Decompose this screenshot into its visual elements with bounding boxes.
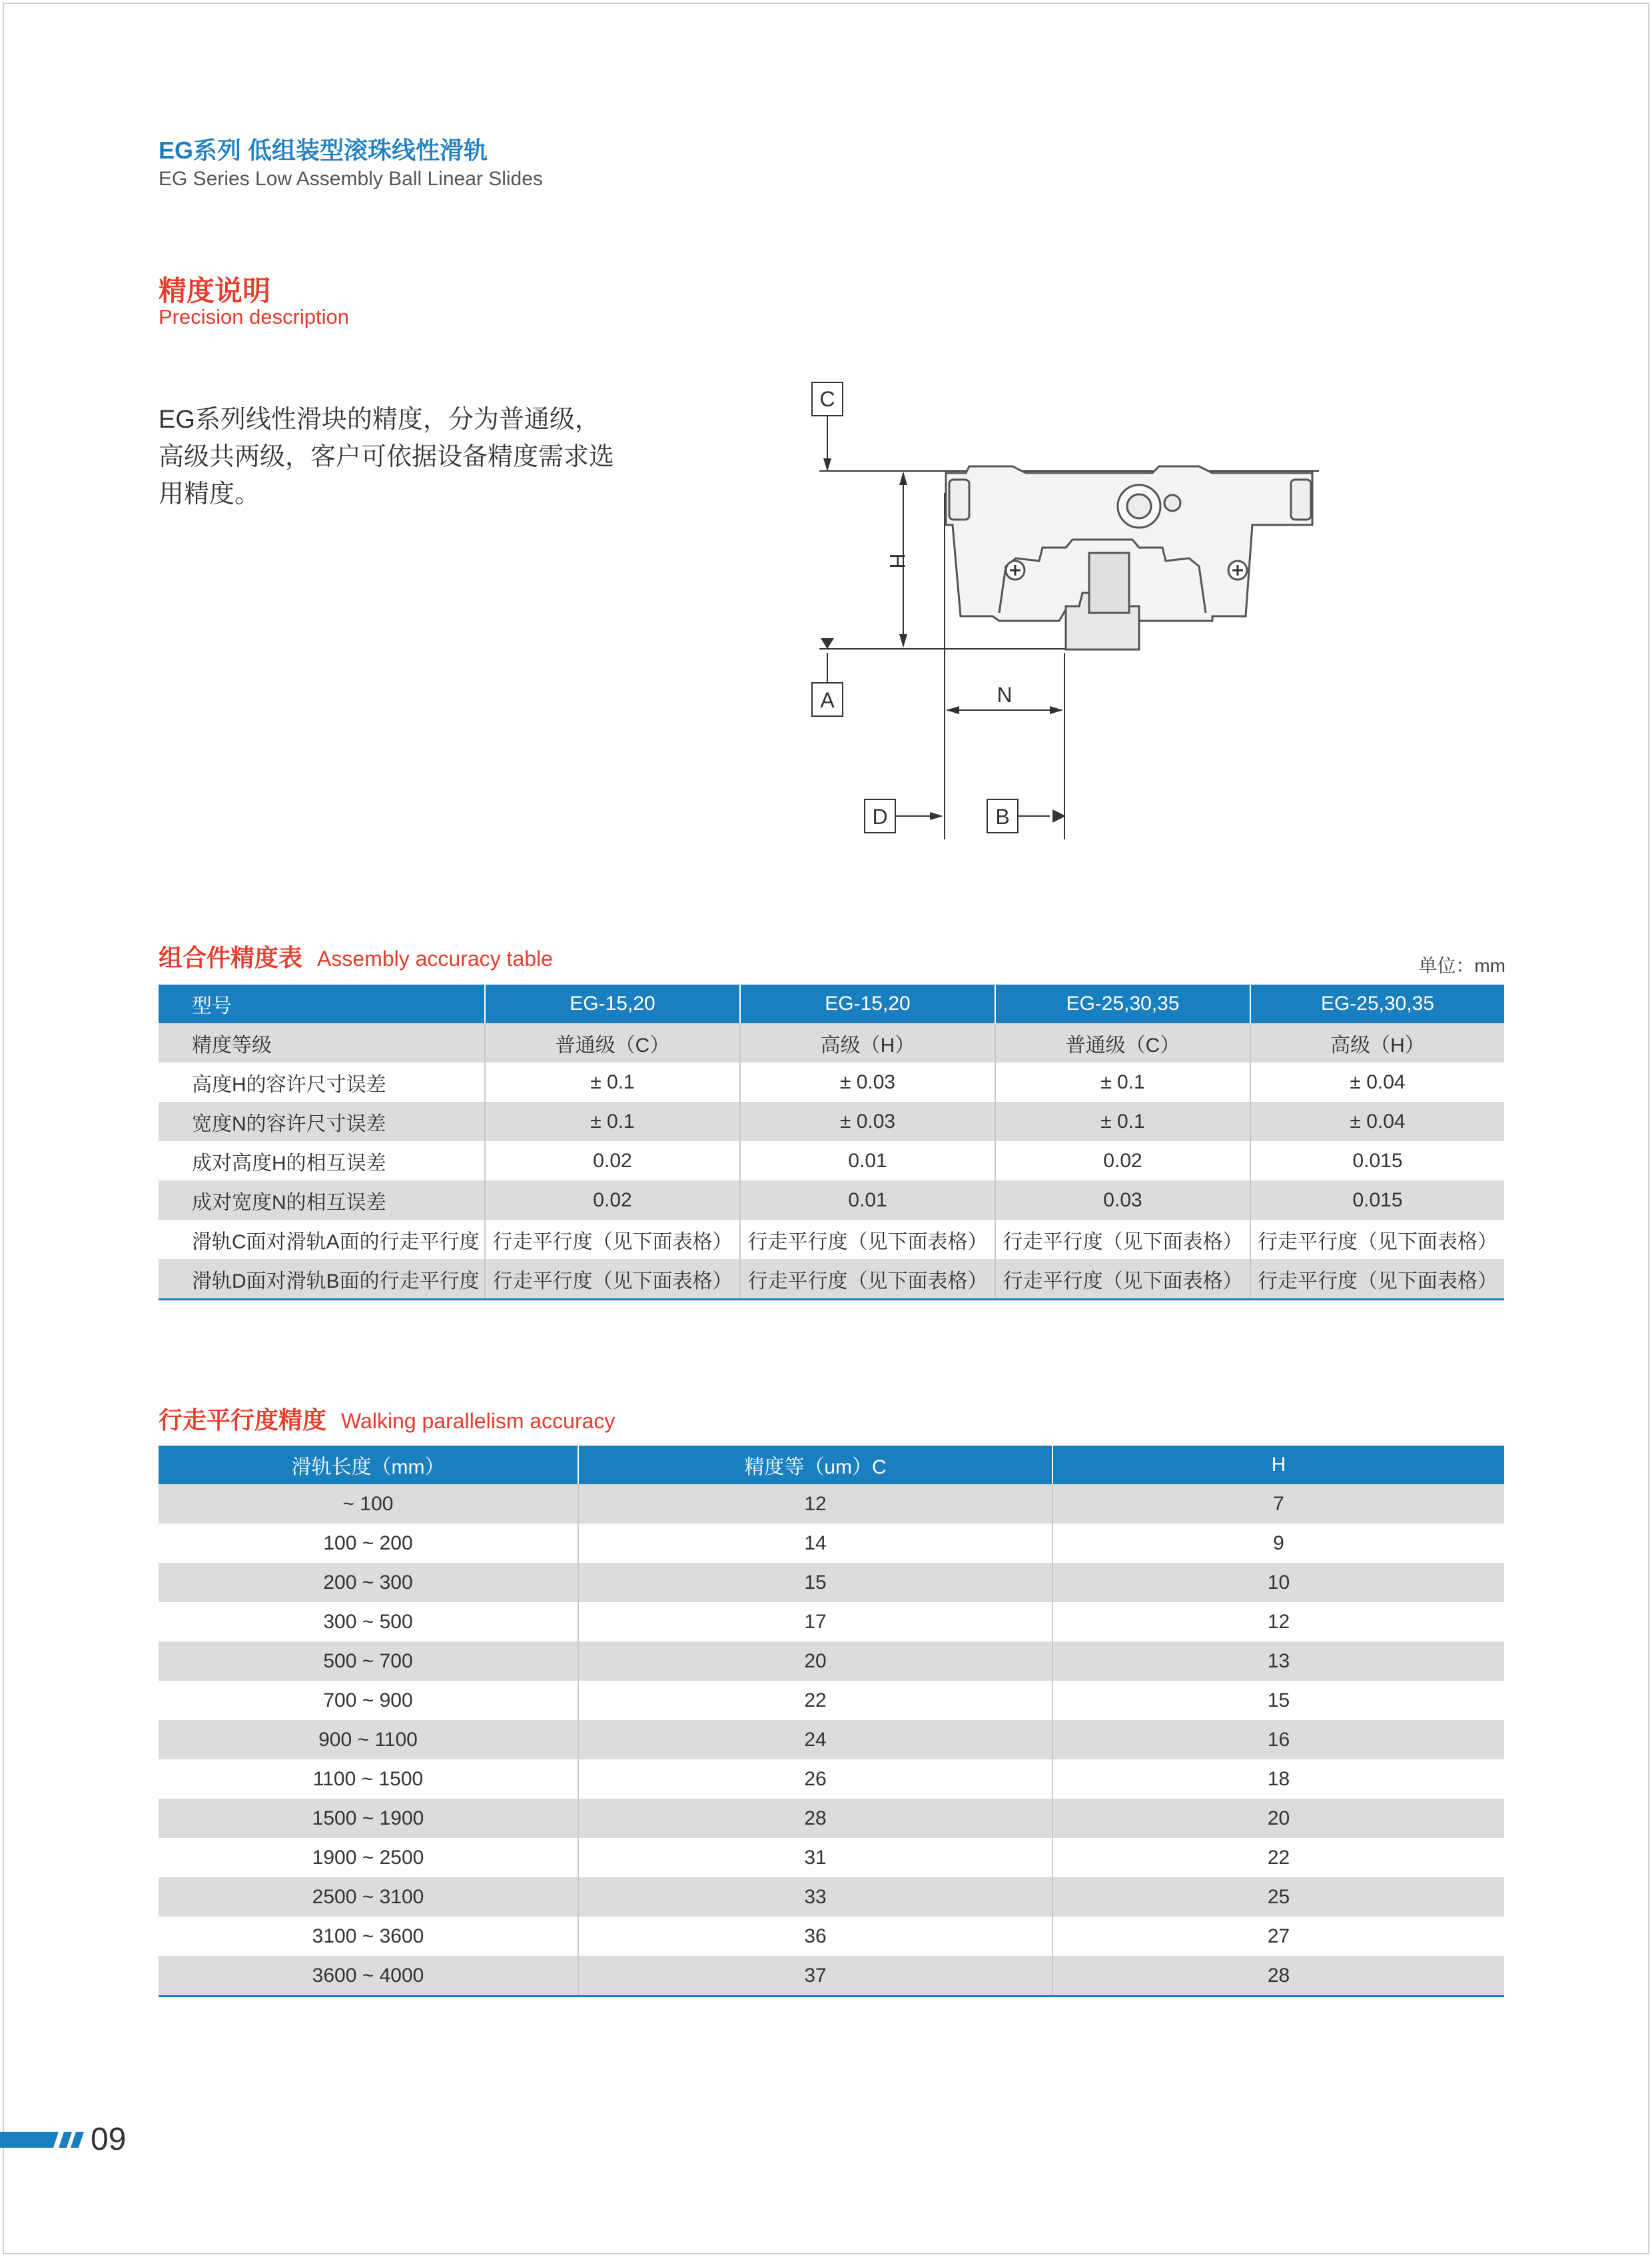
table-cell: 行走平行度（见下面表格）	[485, 1220, 740, 1259]
parallelism-table-title-en: Walking parallelism accuracy	[341, 1409, 616, 1433]
table-cell: 22	[578, 1681, 1052, 1720]
table-cell: 25	[1052, 1877, 1504, 1917]
table-cell: 16	[1052, 1720, 1504, 1759]
table-cell: 12	[578, 1484, 1052, 1524]
table-cell: 700 ~ 900	[159, 1681, 578, 1720]
table-cell: 31	[578, 1838, 1052, 1877]
precision-diagram	[786, 373, 1359, 853]
table-row	[159, 1484, 1504, 1524]
table-cell: 12	[1052, 1602, 1504, 1641]
table-row	[159, 1563, 1504, 1602]
table-cell: 24	[578, 1720, 1052, 1759]
table-row	[159, 1524, 1504, 1563]
label-b: B	[995, 805, 1010, 829]
table-cell: 1900 ~ 2500	[159, 1838, 578, 1877]
table-row	[159, 1602, 1504, 1641]
table-cell: 33	[578, 1877, 1052, 1917]
row-label: 滑轨C面对滑轨A面的行走平行度	[159, 1220, 485, 1259]
table-cell: 36	[578, 1917, 1052, 1956]
table-cell: 0.01	[740, 1180, 995, 1220]
label-h: H	[885, 553, 909, 569]
table-row	[159, 1259, 1504, 1300]
row-label: 精度等级	[159, 1023, 485, 1063]
parallelism-table-title-cn: 行走平行度精度	[159, 1406, 327, 1434]
table-cell: 27	[1052, 1917, 1504, 1956]
table-cell: 10	[1052, 1563, 1504, 1602]
table-cell: 2500 ~ 3100	[159, 1877, 578, 1917]
table-cell: 0.02	[485, 1180, 740, 1220]
unit-label: 单位：mm	[1418, 955, 1505, 976]
row-label: 成对宽度N的相互误差	[159, 1180, 485, 1220]
table-row	[159, 1141, 1504, 1180]
table-row	[159, 1681, 1504, 1720]
table-cell: ± 0.1	[995, 1102, 1250, 1141]
assembly-table-title-cn: 组合件精度表	[159, 944, 303, 971]
table-row	[159, 1759, 1504, 1799]
table-cell: 行走平行度（见下面表格）	[485, 1259, 740, 1300]
header-cell: EG-25,30,35	[1250, 985, 1504, 1023]
table-cell: 37	[578, 1956, 1052, 1997]
table-cell: 300 ~ 500	[159, 1602, 578, 1641]
table-cell: ± 0.04	[1250, 1063, 1504, 1102]
label-a: A	[820, 688, 835, 712]
table-cell: ± 0.1	[485, 1063, 740, 1102]
walking-parallelism-table	[159, 1446, 1504, 1997]
table-row	[159, 1180, 1504, 1220]
table-cell: 0.015	[1250, 1141, 1504, 1180]
table-cell: 18	[1052, 1759, 1504, 1799]
table-cell: ~ 100	[159, 1484, 578, 1524]
table-cell: 28	[1052, 1956, 1504, 1997]
table-cell: 20	[1052, 1799, 1504, 1838]
table-row	[159, 1956, 1504, 1997]
table-cell: 1100 ~ 1500	[159, 1759, 578, 1799]
table-cell: 行走平行度（见下面表格）	[740, 1220, 995, 1259]
table-row	[159, 1023, 1504, 1063]
assembly-accuracy-table	[159, 985, 1504, 1300]
table-cell: ± 0.03	[740, 1063, 995, 1102]
table-cell: 高级（H）	[1250, 1023, 1504, 1063]
assembly-table-title	[159, 939, 553, 973]
table-cell: 28	[578, 1799, 1052, 1838]
assembly-table-title-en: Assembly accuracy table	[317, 947, 553, 971]
table-cell: 行走平行度（见下面表格）	[1250, 1220, 1504, 1259]
table-cell: 0.02	[485, 1141, 740, 1180]
table-row	[159, 1720, 1504, 1759]
table-cell: 0.03	[995, 1180, 1250, 1220]
table-row	[159, 1063, 1504, 1102]
table-cell: 20	[578, 1641, 1052, 1681]
row-label: 宽度N的容许尺寸误差	[159, 1102, 485, 1141]
row-label: 成对高度H的相互误差	[159, 1141, 485, 1180]
table-cell: 行走平行度（见下面表格）	[995, 1259, 1250, 1300]
table-cell: 3600 ~ 4000	[159, 1956, 578, 1997]
label-c: C	[819, 387, 835, 411]
table-row	[159, 1877, 1504, 1917]
table-cell: 15	[1052, 1681, 1504, 1720]
parallelism-table-title	[159, 1402, 615, 1436]
table-cell: ± 0.1	[995, 1063, 1250, 1102]
table-cell: 100 ~ 200	[159, 1524, 578, 1563]
table-cell: 普通级（C）	[995, 1023, 1250, 1063]
table-cell: 高级（H）	[740, 1023, 995, 1063]
table-cell: 行走平行度（见下面表格）	[740, 1259, 995, 1300]
table-cell: 500 ~ 700	[159, 1641, 578, 1681]
table-row	[159, 1799, 1504, 1838]
header-cell: EG-15,20	[485, 985, 740, 1023]
table-cell: 15	[578, 1563, 1052, 1602]
header-cell: EG-15,20	[740, 985, 995, 1023]
header-cell: 型号	[159, 985, 485, 1023]
table-header-row	[159, 1446, 1504, 1484]
table-row	[159, 1102, 1504, 1141]
table-cell: 1500 ~ 1900	[159, 1799, 578, 1838]
row-label: 滑轨D面对滑轨B面的行走平行度	[159, 1259, 485, 1300]
table-cell: 0.01	[740, 1141, 995, 1180]
series-title-cn: EG系列 低组装型滚珠线性滑轨	[159, 137, 488, 164]
table-cell: 3100 ~ 3600	[159, 1917, 578, 1956]
header-cell: 精度等（um）C	[578, 1446, 1052, 1484]
footer-accent-bar	[0, 2132, 87, 2148]
table-cell: 22	[1052, 1838, 1504, 1877]
table-cell: 26	[578, 1759, 1052, 1799]
table-row	[159, 1838, 1504, 1877]
section-title-cn: 精度说明	[159, 275, 271, 306]
table-cell: ± 0.03	[740, 1102, 995, 1141]
page-number: 09	[91, 2122, 127, 2157]
table-cell: ± 0.1	[485, 1102, 740, 1141]
table-row	[159, 1917, 1504, 1956]
table-cell: 普通级（C）	[485, 1023, 740, 1063]
label-n: N	[997, 683, 1013, 707]
slide-block-drawing	[946, 466, 1312, 650]
table-cell: 900 ~ 1100	[159, 1720, 578, 1759]
table-header-row	[159, 985, 1504, 1023]
table-cell: 7	[1052, 1484, 1504, 1524]
table-row	[159, 1220, 1504, 1259]
row-label: 高度H的容许尺寸误差	[159, 1063, 485, 1102]
table-cell: 0.02	[995, 1141, 1250, 1180]
table-cell: 200 ~ 300	[159, 1563, 578, 1602]
table-cell: 0.015	[1250, 1180, 1504, 1220]
header-cell: EG-25,30,35	[995, 985, 1250, 1023]
intro-paragraph: EG系列线性滑块的精度，分为普通级，高级共两级，客户可依据设备精度需求选用精度。	[159, 406, 615, 508]
table-cell: 行走平行度（见下面表格）	[1250, 1259, 1504, 1300]
table-row	[159, 1641, 1504, 1681]
header-cell: 滑轨长度（mm）	[159, 1446, 578, 1484]
table-cell: 9	[1052, 1524, 1504, 1563]
section-title-en: Precision description	[159, 305, 350, 328]
header-cell: H	[1052, 1446, 1504, 1484]
table-cell: 行走平行度（见下面表格）	[995, 1220, 1250, 1259]
label-d: D	[872, 805, 888, 829]
table-cell: 14	[578, 1524, 1052, 1563]
table-cell: 17	[578, 1602, 1052, 1641]
series-title-en: EG Series Low Assembly Ball Linear Slides	[159, 168, 543, 190]
table-cell: ± 0.04	[1250, 1102, 1504, 1141]
table-cell: 13	[1052, 1641, 1504, 1681]
